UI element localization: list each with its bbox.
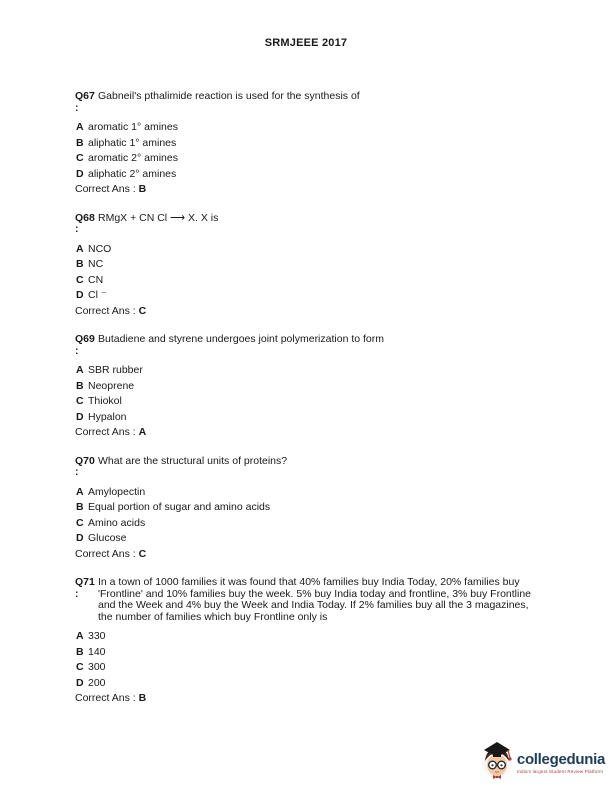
option-text: NC [88, 258, 104, 270]
option-text: Amylopectin [88, 485, 146, 498]
option-row [75, 138, 542, 150]
option-text: aromatic 2° amines [88, 152, 178, 164]
option-letter: D [76, 167, 84, 180]
question-block [75, 456, 542, 561]
question-label-column [75, 91, 98, 114]
option-text: Thiokol [88, 395, 122, 407]
question-block [75, 334, 542, 439]
option-row [75, 275, 542, 287]
option-text: Hypalon [88, 410, 127, 423]
question-block [75, 213, 542, 318]
option-row [75, 647, 542, 659]
option-letter: A [76, 121, 84, 133]
question-block [75, 91, 542, 196]
options-list [75, 122, 542, 180]
question-text: Butadiene and styrene undergoes joint polymerization to form [98, 333, 385, 345]
option-letter: C [76, 661, 84, 673]
question-colon: : [75, 223, 79, 235]
logo-text [517, 752, 605, 774]
option-row [75, 259, 542, 271]
option-row [75, 381, 542, 393]
option-letter: C [76, 516, 84, 529]
question-row [75, 213, 542, 236]
correct-answer-label: Correct Ans : [75, 692, 139, 704]
question-label-column [75, 456, 98, 479]
question-number: Q71 [75, 576, 95, 588]
correct-answer-value: C [138, 304, 147, 317]
question-text: Gabneil's pthalimide reaction is used for the synthesis of [98, 90, 360, 102]
correct-answer-value: C [138, 547, 147, 560]
correct-answer-value: B [138, 692, 147, 704]
page-title: SRMJEEE 2017 [264, 37, 348, 49]
question-colon: : [75, 101, 79, 114]
options-list [75, 487, 542, 545]
question-colon: : [75, 587, 79, 600]
logo-tagline: India's largest Student Review Platform [516, 768, 604, 774]
question-label-column [75, 213, 98, 236]
question-text: What are the structural units of proteins? [98, 454, 288, 467]
option-row [75, 412, 542, 424]
option-row [75, 662, 542, 674]
option-text: 200 [88, 676, 106, 689]
option-letter: D [76, 532, 84, 544]
option-letter: B [76, 258, 84, 270]
collegedunia-logo [480, 738, 605, 787]
question-label-column [75, 334, 98, 357]
option-text: SBR rubber [88, 364, 143, 376]
question-row [75, 334, 542, 357]
mascot-icon [480, 738, 514, 787]
option-text: Equal portion of sugar and amino acids [88, 501, 271, 513]
option-text: aliphatic 1° amines [88, 136, 177, 149]
logo-brand-text: collegedunia [516, 750, 605, 768]
option-text: aromatic 1° amines [88, 121, 178, 133]
question-text: RMgX + CN Cl ⟶ X. X is [98, 211, 219, 224]
correct-answer-label: Correct Ans : [75, 547, 139, 560]
option-text: aliphatic 2° amines [88, 167, 177, 180]
option-row [75, 533, 542, 545]
question-row [75, 577, 542, 623]
correct-answer-line [75, 184, 542, 196]
option-row [75, 290, 542, 302]
option-letter: B [76, 645, 84, 658]
question-colon: : [75, 344, 79, 357]
options-list [75, 365, 542, 423]
option-row [75, 153, 542, 165]
options-list [75, 244, 542, 302]
option-letter: A [76, 485, 84, 498]
option-letter: B [76, 136, 84, 149]
option-row [75, 169, 542, 181]
option-row [75, 396, 542, 408]
option-text: Amino acids [88, 516, 146, 529]
option-letter: C [76, 395, 84, 407]
correct-answer-value: A [138, 426, 147, 438]
option-letter: A [76, 364, 84, 376]
option-text: 140 [88, 645, 106, 658]
option-text: 330 [88, 630, 106, 642]
option-letter: B [76, 501, 84, 513]
question-block [75, 577, 542, 705]
option-letter: C [76, 152, 84, 164]
questions-container [75, 91, 542, 722]
correct-answer-label: Correct Ans : [75, 183, 139, 195]
question-text: In a town of 1000 families it was found that 40% families buy India Today, 20% families buy 'Frontline' and 10% families buy the week. 5% buy India today and frontline, 3% buy Frontline and the Week and 4% buy the Week and India Today. If 2% families buy all the 3 magazines, the number of families which buy Frontline only is [98, 576, 532, 623]
option-row [75, 487, 542, 499]
option-letter: D [76, 410, 84, 423]
option-text: Neoprene [88, 379, 135, 392]
option-letter: D [76, 676, 84, 689]
question-number: Q67 [75, 90, 95, 102]
question-number: Q68 [75, 211, 95, 224]
question-number: Q70 [75, 454, 95, 467]
correct-answer-value: B [138, 183, 147, 195]
correct-answer-label: Correct Ans : [75, 426, 139, 438]
question-colon: : [75, 466, 79, 478]
option-text: Glucose [88, 532, 127, 544]
question-row [75, 456, 542, 479]
option-row [75, 678, 542, 690]
option-row [75, 365, 542, 377]
option-row [75, 502, 542, 514]
option-row [75, 244, 542, 256]
option-letter: D [76, 289, 84, 301]
option-letter: A [76, 242, 84, 255]
option-text: CN [88, 273, 104, 286]
question-label-column [75, 577, 98, 600]
correct-answer-line [75, 427, 542, 439]
option-letter: B [76, 379, 84, 392]
option-text: NCO [88, 242, 112, 255]
correct-answer-line [75, 306, 542, 318]
option-row [75, 631, 542, 643]
option-text: 300 [88, 661, 106, 673]
question-number: Q69 [75, 333, 95, 345]
option-letter: C [76, 273, 84, 286]
option-row [75, 518, 542, 530]
option-letter: A [76, 630, 84, 642]
correct-answer-line [75, 549, 542, 561]
correct-answer-line [75, 693, 542, 705]
correct-answer-label: Correct Ans : [75, 304, 139, 317]
options-list [75, 631, 542, 689]
option-row [75, 122, 542, 134]
option-text: Cl ⁻ [88, 289, 107, 301]
question-row [75, 91, 542, 114]
